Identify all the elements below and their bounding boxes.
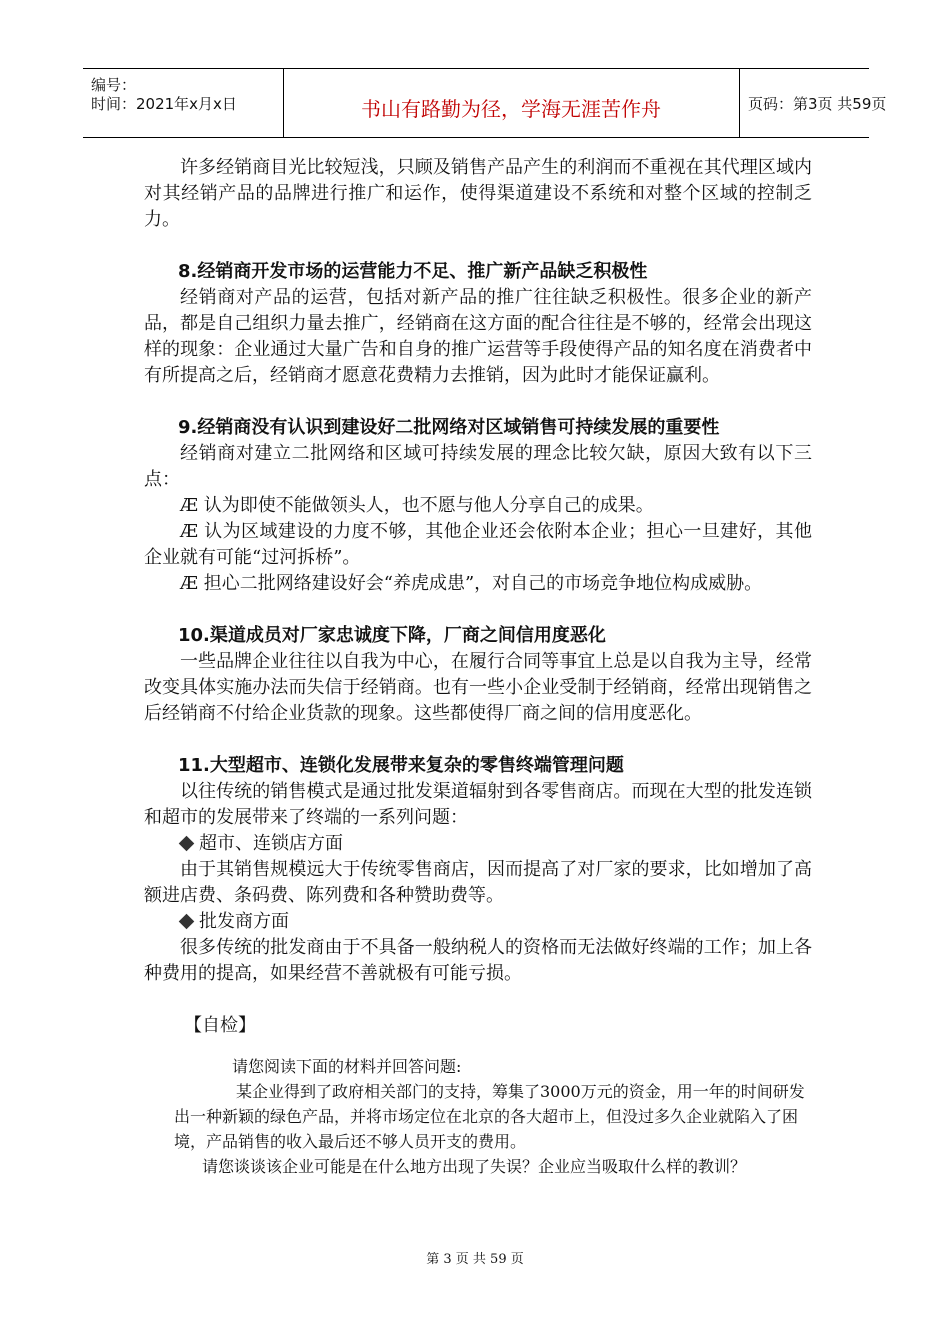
section-9-bullet-2: Æ 认为区域建设的力度不够，其他企业还会依附本企业；担心一旦建好，其他企业就有可能“过河拆桥”。 (144, 521, 812, 568)
section-10-body: 一些品牌企业往往以自我为中心，在履行合同等事宜上总是以自我为主导，经常改变具体实施办法而失信于经销商。也有一些小企业受制于经销商，经常出现销售之后经销商不付给企业货款的现象。这些都使得厂商之间的信用度恶化。 (144, 651, 812, 724)
page-footer: 第 3 页 共 59 页 (426, 1252, 524, 1267)
selfcheck-question: 请您谈谈该企业可能是在什么地方出现了失误？企业应当吸取什么样的教训？ (202, 1157, 747, 1176)
header-motto: 书山有路勤为径，学海无涯苦作舟 (361, 97, 661, 121)
subsection-supermarket-body: 由于其销售规模远大于传统零售商店，因而提高了对厂家的要求，比如增加了高额进店费、条码费、陈列费和各种赞助费等。 (144, 859, 812, 906)
document-date-label: 时间：2021年x月x日 (91, 95, 237, 113)
diamond-bullet-icon (179, 835, 195, 851)
selfcheck-block (174, 1054, 810, 1179)
selfcheck-heading: 【自检】 (184, 1015, 256, 1036)
document-body (144, 155, 812, 1039)
selfcheck-material: 某企业得到了政府相关部门的支持，筹集了3000万元的资金，用一年的时间研发出一种新颖的绿色产品，并将市场定位在北京的各大超市上，但没过多久企业就陷入了困境，产品销售的收入最后还不够人员开支的费用。 (174, 1082, 805, 1151)
subsection-wholesaler-body: 很多传统的批发商由于不具备一般纳税人的资格而无法做好终端的工作；加上各种费用的提高，如果经营不善就极有可能亏损。 (144, 937, 812, 984)
diamond-bullet-icon (179, 913, 195, 929)
section-9-bullet-1: Æ 认为即使不能做领头人，也不愿与他人分享自己的成果。 (180, 495, 654, 516)
section-8-heading: 8.经销商开发市场的运营能力不足、推广新产品缺乏积极性 (178, 261, 648, 282)
section-11-body: 以往传统的销售模式是通过批发渠道辐射到各零售商店。而现在大型的批发连锁和超市的发展带来了终端的一系列问题： (144, 781, 812, 828)
page-header (83, 68, 887, 138)
section-9-bullet-3: Æ 担心二批网络建设好会“养虎成患”，对自己的市场竞争地位构成威胁。 (180, 573, 763, 594)
section-8-body: 经销商对产品的运营，包括对新产品的推广往往缺乏积极性。很多企业的新产品，都是自己组织力量去推广，经销商在这方面的配合往往是不够的，经常会出现这样的现象：企业通过大量广告和自身的推广运营等手段使得产品的知名度在消费者中有所提高之后，经销商才愿意花费精力去推销，因为此时才能保证赢利。 (144, 287, 812, 386)
section-9-heading: 9.经销商没有认识到建设好二批网络对区域销售可持续发展的重要性 (178, 417, 720, 438)
subsection-wholesaler-heading: 批发商方面 (144, 909, 812, 935)
selfcheck-prompt: 请您阅读下面的材料并回答问题: (232, 1057, 462, 1076)
header-meta-cell (83, 69, 284, 137)
header-page-cell (740, 69, 887, 137)
intro-paragraph: 许多经销商目光比较短浅，只顾及销售产品产生的利润而不重视在其代理区域内对其经销产品的品牌进行推广和运作，使得渠道建设不系统和对整个区域的控制乏力。 (144, 157, 812, 230)
header-page-number: 页码：第3页 共59页 (748, 95, 887, 113)
subsection-supermarket-heading: 超市、连锁店方面 (144, 831, 812, 857)
header-motto-cell (283, 69, 740, 137)
document-number-label: 编号： (91, 76, 137, 94)
section-11-heading: 11.大型超市、连锁化发展带来复杂的零售终端管理问题 (178, 755, 624, 776)
section-10-heading: 10.渠道成员对厂家忠诚度下降，厂商之间信用度恶化 (178, 625, 606, 646)
section-9-body: 经销商对建立二批网络和区域可持续发展的理念比较欠缺，原因大致有以下三点： (144, 443, 812, 490)
